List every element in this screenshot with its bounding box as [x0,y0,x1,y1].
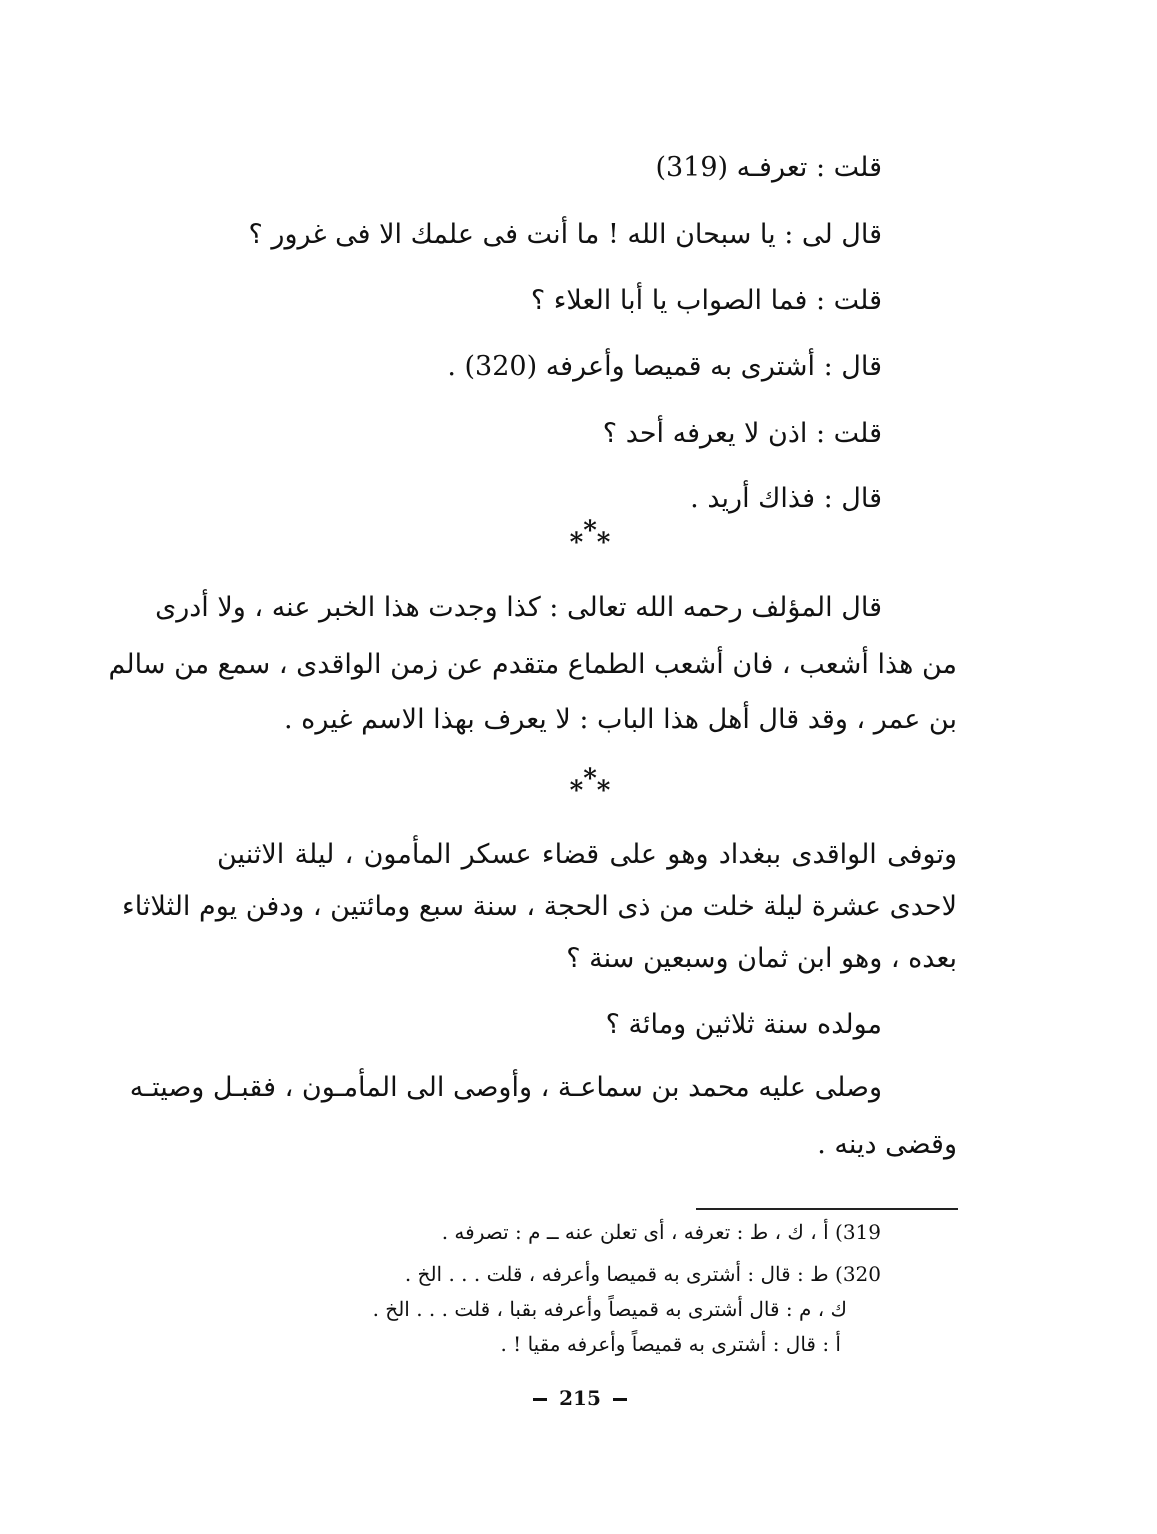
paragraph-line: مولده سنة ثلاثين ومائة ؟ [605,1009,882,1040]
paragraph-line: وتوفى الواقدى ببغداد وهو على قضاء عسكر المأمون ، ليلة الاثنين [217,839,957,870]
paragraph-line: بعده ، وهو ابن ثمان وسبعين سنة ؟ [566,943,957,974]
paragraph-line: من هذا أشعب ، فان أشعب الطماع متقدم عن زمن الواقدى ، سمع من سالم [108,649,957,680]
footnote-rule [696,1208,958,1210]
dialogue-line: قلت : فما الصواب يا أبا العلاء ؟ [530,285,882,316]
paragraph-line: قال المؤلف رحمه الله تعالى : كذا وجدت هذا الخبر عنه ، ولا أدرى [155,592,882,623]
footnote: ك ، م : قال أشترى به قميصاً وأعرفه بقبا ، قلت . . . الخ . [372,1297,847,1321]
paragraph-line: بن عمر ، وقد قال أهل هذا الباب : لا يعرف بهذا الاسم غيره . [284,704,957,735]
dialogue-line: قلت : اذن لا يعرفه أحد ؟ [602,418,882,449]
dialogue-line: قال : فذاك أريد . [690,483,882,514]
dialogue-line: قال : أشترى به قميصا وأعرفه (320) . [447,351,882,382]
footnote: أ : قال : أشترى به قميصاً وأعرفه مقيا ! . [500,1332,841,1356]
footnote: 319) أ ، ك ، ط : تعرفه ، أى تعلن عنه ــ م : تصرفه . [441,1220,881,1244]
section-separator [560,764,620,806]
page-number-value: 215 [559,1386,601,1410]
separator-star: * [583,764,597,794]
paragraph-line: لاحدى عشرة ليلة خلت من ذى الحجة ، سنة سبع ومائتين ، ودفن يوم الثلاثاء [122,891,957,922]
separator-star: * [583,516,597,546]
separator-star: * [569,776,584,806]
dialogue-line: قال لى : يا سبحان الله ! ما أنت فى علمك الا فى غرور ؟ [248,219,882,250]
separator-star: * [596,528,611,558]
paragraph-line: وقضى دينه . [817,1129,957,1160]
page-number [500,1384,660,1412]
footnote: 320) ط : قال : أشترى به قميصا وأعرفه ، قلت . . . الخ . [404,1262,881,1286]
paragraph-line: وصلى عليه محمد بن سماعـة ، وأوصى الى المأمـون ، فقبـل وصيتـه [129,1072,882,1103]
separator-star: * [596,776,611,806]
dialogue-line: قلت : تعرفـه (319) [655,152,882,183]
separator-star: * [569,528,584,558]
section-separator [560,516,620,558]
